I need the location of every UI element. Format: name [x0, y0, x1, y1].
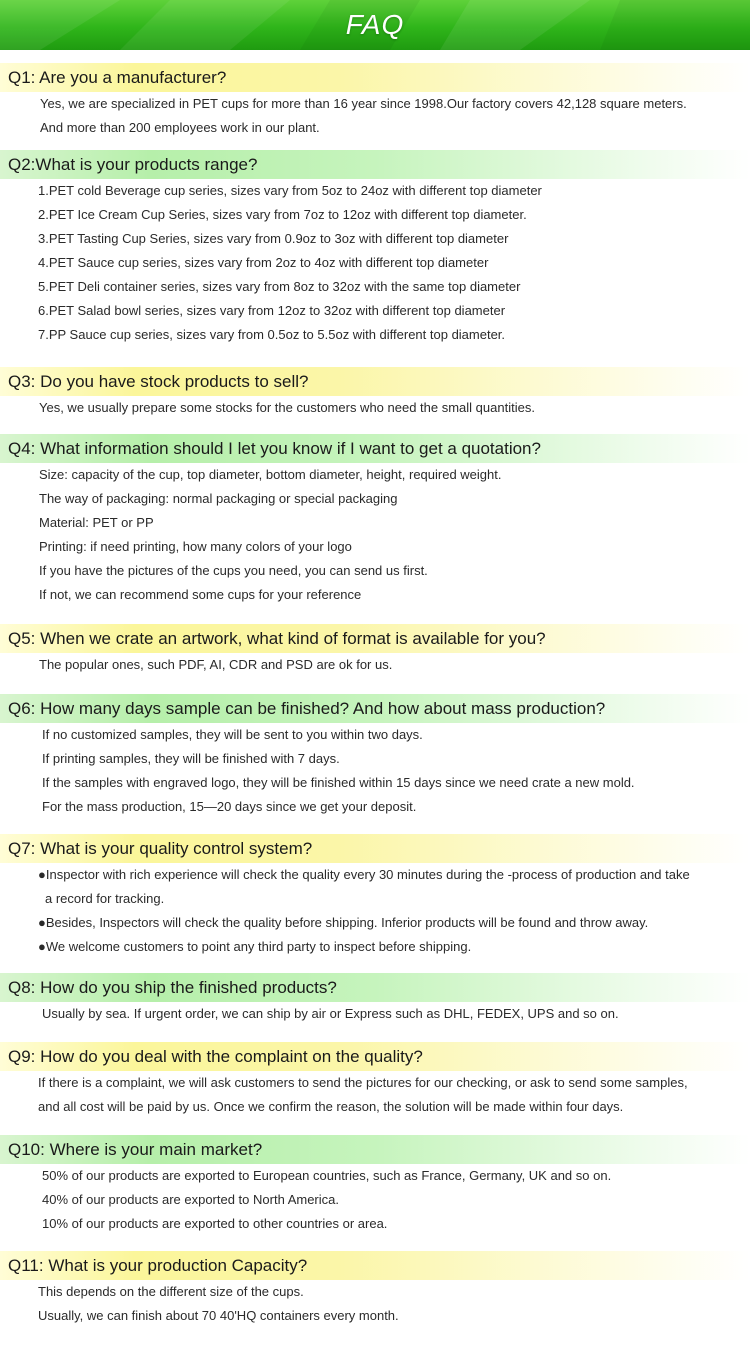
answer-line: For the mass production, 15—20 days since we get your deposit.	[42, 799, 417, 814]
answer-list	[0, 863, 750, 959]
answer-line: This depends on the different size of the cups.	[38, 1284, 304, 1299]
answer-list	[0, 1280, 750, 1328]
faq-item-q7	[0, 834, 750, 959]
question-heading: Q7: What is your quality control system?	[0, 834, 750, 863]
answer-line: ●We welcome customers to point any third party to inspect before shipping.	[38, 939, 472, 954]
question-heading: Q10: Where is your main market?	[0, 1135, 750, 1164]
answer-line: If there is a complaint, we will ask customers to send the pictures for our checking, or ask to send some samples,	[38, 1075, 688, 1090]
answer-list	[0, 92, 750, 140]
page-title: FAQ	[345, 9, 405, 40]
answer-line: If printing samples, they will be finished with 7 days.	[42, 751, 340, 766]
answer-line: And more than 200 employees work in our plant.	[40, 120, 320, 135]
answer-line: and all cost will be paid by us. Once we confirm the reason, the solution will be made within four days.	[38, 1099, 624, 1114]
answer-line: The way of packaging: normal packaging or special packaging	[39, 491, 398, 506]
question-heading: Q1: Are you a manufacturer?	[0, 63, 750, 92]
answer-line: Usually, we can finish about 70 40'HQ containers every month.	[38, 1308, 399, 1323]
answer-list	[0, 1071, 750, 1119]
answer-line: Usually by sea. If urgent order, we can ship by air or Express such as DHL, FEDEX, UPS and so on.	[42, 1006, 619, 1021]
faq-item-q2	[0, 150, 750, 347]
answer-line: 5.PET Deli container series, sizes vary from 8oz to 32oz with the same top diameter	[38, 279, 521, 294]
question-heading: Q3: Do you have stock products to sell?	[0, 367, 750, 396]
answer-line: Size: capacity of the cup, top diameter, bottom diameter, height, required weight.	[39, 467, 502, 482]
answer-line: If not, we can recommend some cups for your reference	[39, 587, 362, 602]
answer-list	[0, 463, 750, 607]
question-heading: Q4: What information should I let you know if I want to get a quotation?	[0, 434, 750, 463]
faq-item-q4	[0, 434, 750, 607]
answer-line: 40% of our products are exported to North America.	[42, 1192, 339, 1207]
answer-line: 10% of our products are exported to other countries or area.	[42, 1216, 388, 1231]
question-heading: Q2:What is your products range?	[0, 150, 750, 179]
answer-line: ●Besides, Inspectors will check the quality before shipping. Inferior products will be found and throw away.	[38, 915, 649, 930]
answer-line: 7.PP Sauce cup series, sizes vary from 0.5oz to 5.5oz with different top diameter.	[38, 327, 506, 342]
faq-item-q10	[0, 1135, 750, 1236]
answer-line: 4.PET Sauce cup series, sizes vary from 2oz to 4oz with different top diameter	[38, 255, 489, 270]
faq-item-q3	[0, 367, 750, 420]
question-heading: Q5: When we crate an artwork, what kind of format is available for you?	[0, 624, 750, 653]
faq-item-q6	[0, 694, 750, 819]
answer-list	[0, 1002, 750, 1026]
faq-item-q1	[0, 63, 750, 140]
question-heading: Q11: What is your production Capacity?	[0, 1251, 750, 1280]
answer-line: 2.PET Ice Cream Cup Series, sizes vary from 7oz to 12oz with different top diameter.	[38, 207, 527, 222]
answer-line: If the samples with engraved logo, they will be finished within 15 days since we need crate a new mold.	[42, 775, 635, 790]
answer-line: 3.PET Tasting Cup Series, sizes vary from 0.9oz to 3oz with different top diameter	[38, 231, 509, 246]
answer-list	[0, 653, 750, 677]
answer-list	[0, 396, 750, 420]
answer-list	[0, 723, 750, 819]
question-heading: Q9: How do you deal with the complaint on the quality?	[0, 1042, 750, 1071]
answer-line: 6.PET Salad bowl series, sizes vary from 12oz to 32oz with different top diameter	[38, 303, 506, 318]
answer-line: If no customized samples, they will be sent to you within two days.	[42, 727, 423, 742]
faq-item-q5	[0, 624, 750, 677]
answer-line: Material: PET or PP	[39, 515, 154, 530]
answer-line: Printing: if need printing, how many colors of your logo	[39, 539, 352, 554]
answer-line: 50% of our products are exported to European countries, such as France, Germany, UK and so on.	[42, 1168, 612, 1183]
faq-item-q11	[0, 1251, 750, 1328]
answer-line: Yes, we are specialized in PET cups for more than 16 year since 1998.Our factory covers 42,128 square meters.	[40, 96, 687, 111]
faq-item-q8	[0, 973, 750, 1026]
answer-line: If you have the pictures of the cups you need, you can send us first.	[39, 563, 428, 578]
answer-line: ●Inspector with rich experience will check the quality every 30 minutes during the -process of production and take	[38, 867, 690, 882]
answer-line: a record for tracking.	[45, 891, 165, 906]
answer-list	[0, 179, 750, 347]
question-heading: Q6: How many days sample can be finished? And how about mass production?	[0, 694, 750, 723]
answer-list	[0, 1164, 750, 1236]
question-heading: Q8: How do you ship the finished products?	[0, 973, 750, 1002]
faq-banner	[0, 0, 750, 50]
answer-line: The popular ones, such PDF, AI, CDR and PSD are ok for us.	[39, 657, 393, 672]
faq-item-q9	[0, 1042, 750, 1119]
answer-line: Yes, we usually prepare some stocks for the customers who need the small quantities.	[39, 400, 535, 415]
answer-line: 1.PET cold Beverage cup series, sizes vary from 5oz to 24oz with different top diameter	[38, 183, 542, 198]
